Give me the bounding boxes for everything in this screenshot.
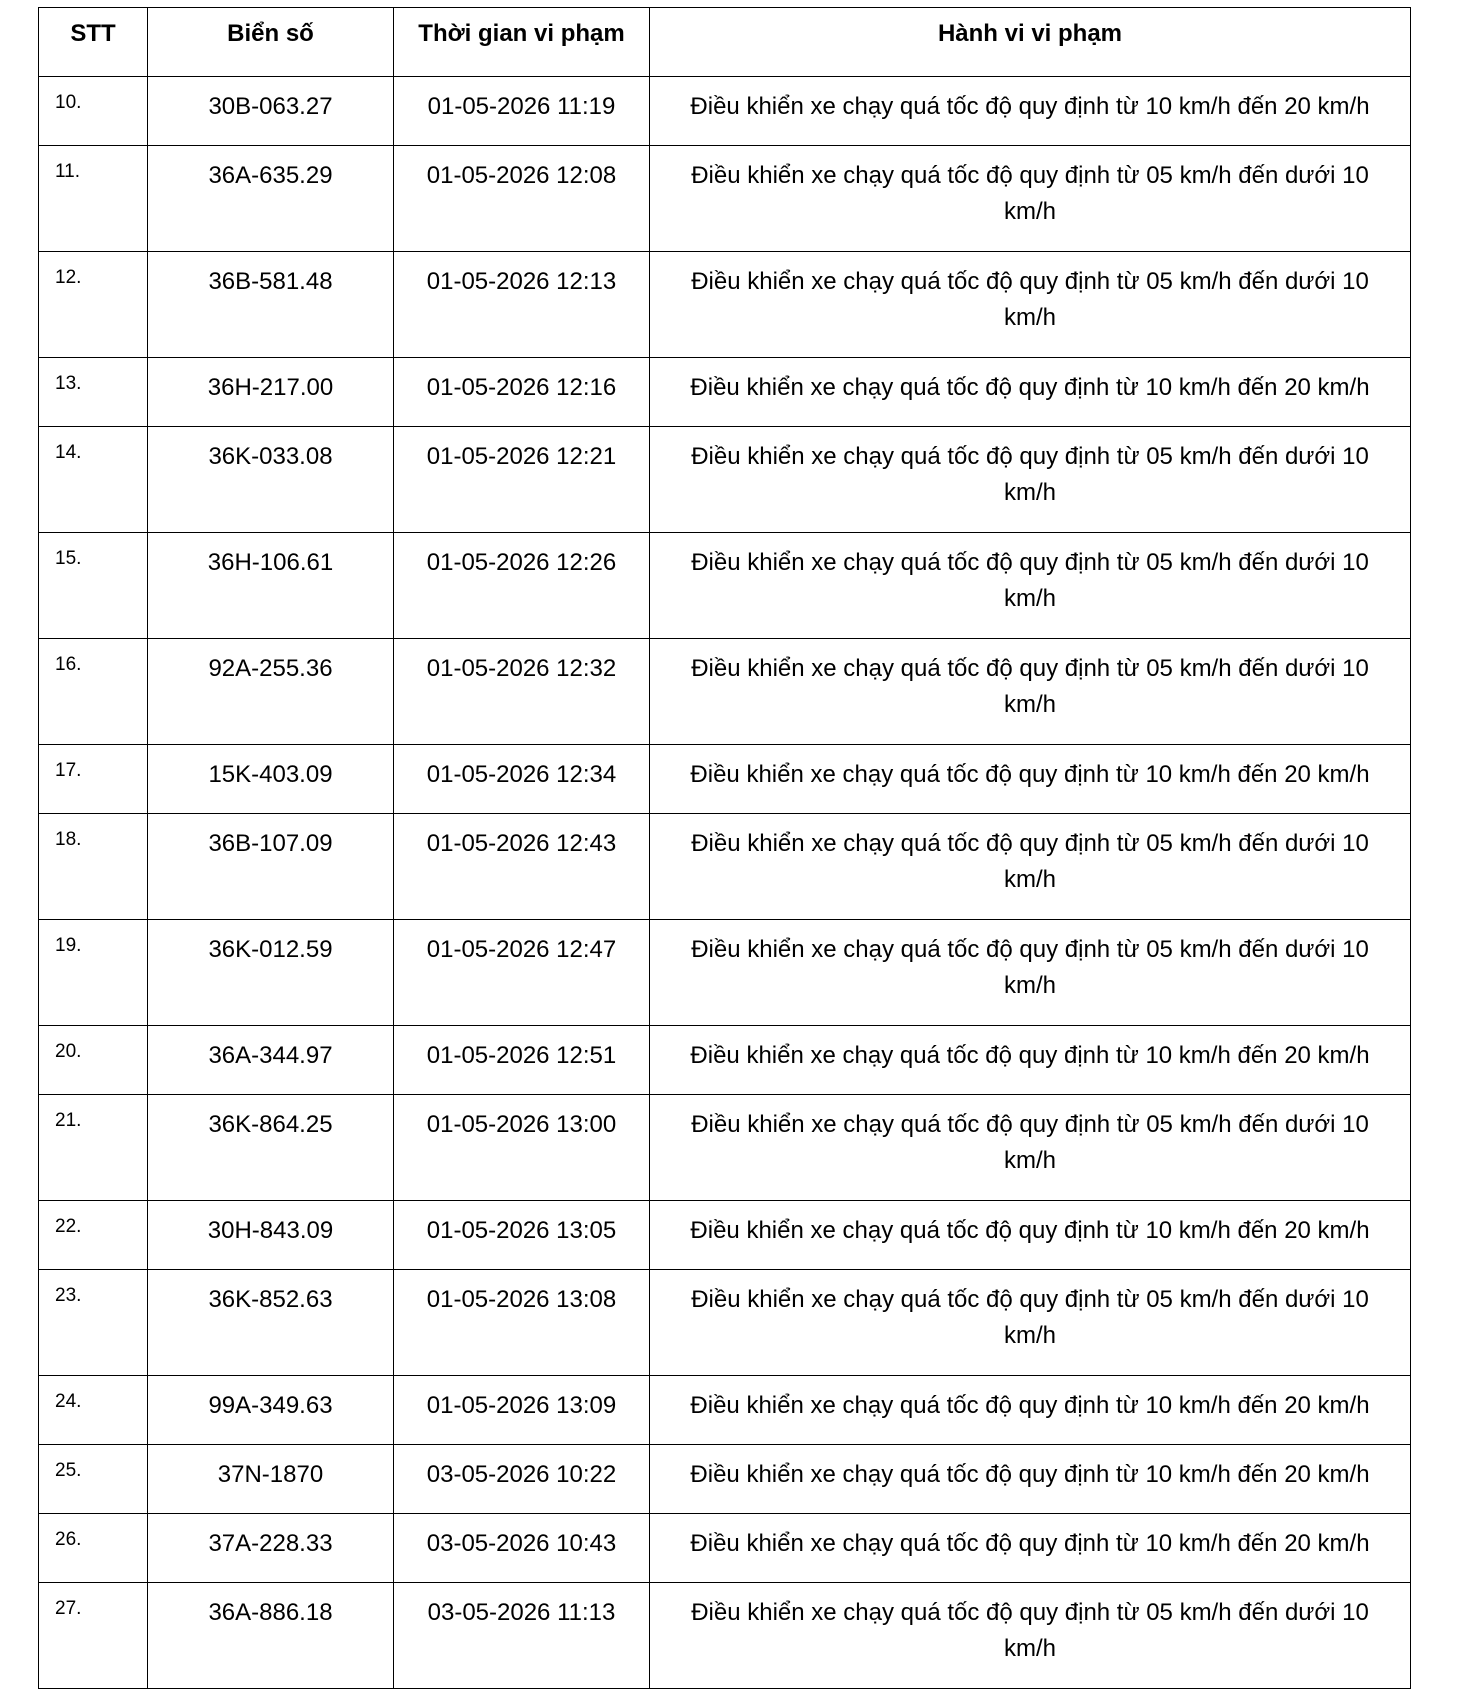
row-behavior: Điều khiển xe chạy quá tốc độ quy định từ 10 km/h đến 20 km/h <box>650 745 1411 814</box>
row-stt: 11. <box>39 146 148 252</box>
table-row <box>39 533 1411 639</box>
row-behavior: Điều khiển xe chạy quá tốc độ quy định từ 05 km/h đến dưới 10 km/h <box>650 427 1411 533</box>
row-time: 01-05-2026 12:26 <box>394 533 650 639</box>
row-plate: 37N-1870 <box>148 1445 394 1514</box>
row-behavior: Điều khiển xe chạy quá tốc độ quy định từ 05 km/h đến dưới 10 km/h <box>650 533 1411 639</box>
row-time: 01-05-2026 11:19 <box>394 77 650 146</box>
header-behavior: Hành vi vi phạm <box>650 8 1411 77</box>
row-stt: 25. <box>39 1445 148 1514</box>
row-stt: 24. <box>39 1376 148 1445</box>
row-time: 01-05-2026 12:34 <box>394 745 650 814</box>
row-plate: 30B-063.27 <box>148 77 394 146</box>
row-stt: 14. <box>39 427 148 533</box>
row-stt: 21. <box>39 1095 148 1201</box>
row-plate: 36A-635.29 <box>148 146 394 252</box>
table-row <box>39 639 1411 745</box>
row-time: 01-05-2026 13:00 <box>394 1095 650 1201</box>
table-row <box>39 1376 1411 1445</box>
row-stt: 23. <box>39 1270 148 1376</box>
row-stt: 13. <box>39 358 148 427</box>
table-row <box>39 814 1411 920</box>
row-plate: 36H-217.00 <box>148 358 394 427</box>
row-plate: 36K-864.25 <box>148 1095 394 1201</box>
row-stt: 10. <box>39 77 148 146</box>
row-behavior: Điều khiển xe chạy quá tốc độ quy định từ 05 km/h đến dưới 10 km/h <box>650 146 1411 252</box>
row-stt: 12. <box>39 252 148 358</box>
row-time: 01-05-2026 12:51 <box>394 1026 650 1095</box>
violations-table <box>38 7 1411 1689</box>
row-time: 01-05-2026 12:16 <box>394 358 650 427</box>
row-stt: 18. <box>39 814 148 920</box>
row-time: 01-05-2026 12:47 <box>394 920 650 1026</box>
row-time: 01-05-2026 12:13 <box>394 252 650 358</box>
header-time: Thời gian vi phạm <box>394 8 650 77</box>
row-behavior: Điều khiển xe chạy quá tốc độ quy định từ 10 km/h đến 20 km/h <box>650 1026 1411 1095</box>
row-plate: 36K-852.63 <box>148 1270 394 1376</box>
table-row <box>39 745 1411 814</box>
row-time: 01-05-2026 13:08 <box>394 1270 650 1376</box>
row-plate: 30H-843.09 <box>148 1201 394 1270</box>
table-row <box>39 358 1411 427</box>
row-plate: 36A-344.97 <box>148 1026 394 1095</box>
table-row <box>39 1095 1411 1201</box>
row-plate: 92A-255.36 <box>148 639 394 745</box>
table-body <box>39 77 1411 1689</box>
row-plate: 36B-107.09 <box>148 814 394 920</box>
row-time: 01-05-2026 12:21 <box>394 427 650 533</box>
table-row <box>39 1445 1411 1514</box>
table-row <box>39 1583 1411 1689</box>
table-header <box>39 8 1411 77</box>
row-plate: 36K-012.59 <box>148 920 394 1026</box>
row-behavior: Điều khiển xe chạy quá tốc độ quy định từ 10 km/h đến 20 km/h <box>650 358 1411 427</box>
row-behavior: Điều khiển xe chạy quá tốc độ quy định từ 05 km/h đến dưới 10 km/h <box>650 1583 1411 1689</box>
row-plate: 15K-403.09 <box>148 745 394 814</box>
row-stt: 17. <box>39 745 148 814</box>
row-time: 01-05-2026 12:43 <box>394 814 650 920</box>
row-behavior: Điều khiển xe chạy quá tốc độ quy định từ 05 km/h đến dưới 10 km/h <box>650 1095 1411 1201</box>
row-stt: 20. <box>39 1026 148 1095</box>
row-time: 01-05-2026 13:05 <box>394 1201 650 1270</box>
row-stt: 19. <box>39 920 148 1026</box>
table-row <box>39 1270 1411 1376</box>
row-behavior: Điều khiển xe chạy quá tốc độ quy định từ 05 km/h đến dưới 10 km/h <box>650 639 1411 745</box>
table-row <box>39 252 1411 358</box>
row-time: 01-05-2026 12:32 <box>394 639 650 745</box>
row-plate: 36H-106.61 <box>148 533 394 639</box>
row-plate: 36B-581.48 <box>148 252 394 358</box>
row-stt: 15. <box>39 533 148 639</box>
row-time: 01-05-2026 12:08 <box>394 146 650 252</box>
row-behavior: Điều khiển xe chạy quá tốc độ quy định từ 10 km/h đến 20 km/h <box>650 1376 1411 1445</box>
row-time: 03-05-2026 10:22 <box>394 1445 650 1514</box>
row-time: 03-05-2026 10:43 <box>394 1514 650 1583</box>
header-plate: Biển số <box>148 8 394 77</box>
row-stt: 26. <box>39 1514 148 1583</box>
table-row <box>39 427 1411 533</box>
row-behavior: Điều khiển xe chạy quá tốc độ quy định từ 05 km/h đến dưới 10 km/h <box>650 814 1411 920</box>
row-stt: 27. <box>39 1583 148 1689</box>
row-behavior: Điều khiển xe chạy quá tốc độ quy định từ 10 km/h đến 20 km/h <box>650 1514 1411 1583</box>
row-stt: 16. <box>39 639 148 745</box>
table-row <box>39 146 1411 252</box>
row-behavior: Điều khiển xe chạy quá tốc độ quy định từ 05 km/h đến dưới 10 km/h <box>650 252 1411 358</box>
table-row <box>39 1201 1411 1270</box>
row-behavior: Điều khiển xe chạy quá tốc độ quy định từ 10 km/h đến 20 km/h <box>650 1445 1411 1514</box>
table-row <box>39 920 1411 1026</box>
row-plate: 99A-349.63 <box>148 1376 394 1445</box>
row-behavior: Điều khiển xe chạy quá tốc độ quy định từ 10 km/h đến 20 km/h <box>650 77 1411 146</box>
row-plate: 37A-228.33 <box>148 1514 394 1583</box>
row-plate: 36A-886.18 <box>148 1583 394 1689</box>
row-stt: 22. <box>39 1201 148 1270</box>
row-time: 03-05-2026 11:13 <box>394 1583 650 1689</box>
table-row <box>39 1026 1411 1095</box>
row-plate: 36K-033.08 <box>148 427 394 533</box>
table-row <box>39 77 1411 146</box>
row-behavior: Điều khiển xe chạy quá tốc độ quy định từ 05 km/h đến dưới 10 km/h <box>650 920 1411 1026</box>
row-time: 01-05-2026 13:09 <box>394 1376 650 1445</box>
row-behavior: Điều khiển xe chạy quá tốc độ quy định từ 05 km/h đến dưới 10 km/h <box>650 1270 1411 1376</box>
header-stt: STT <box>39 8 148 77</box>
row-behavior: Điều khiển xe chạy quá tốc độ quy định từ 10 km/h đến 20 km/h <box>650 1201 1411 1270</box>
table-row <box>39 1514 1411 1583</box>
